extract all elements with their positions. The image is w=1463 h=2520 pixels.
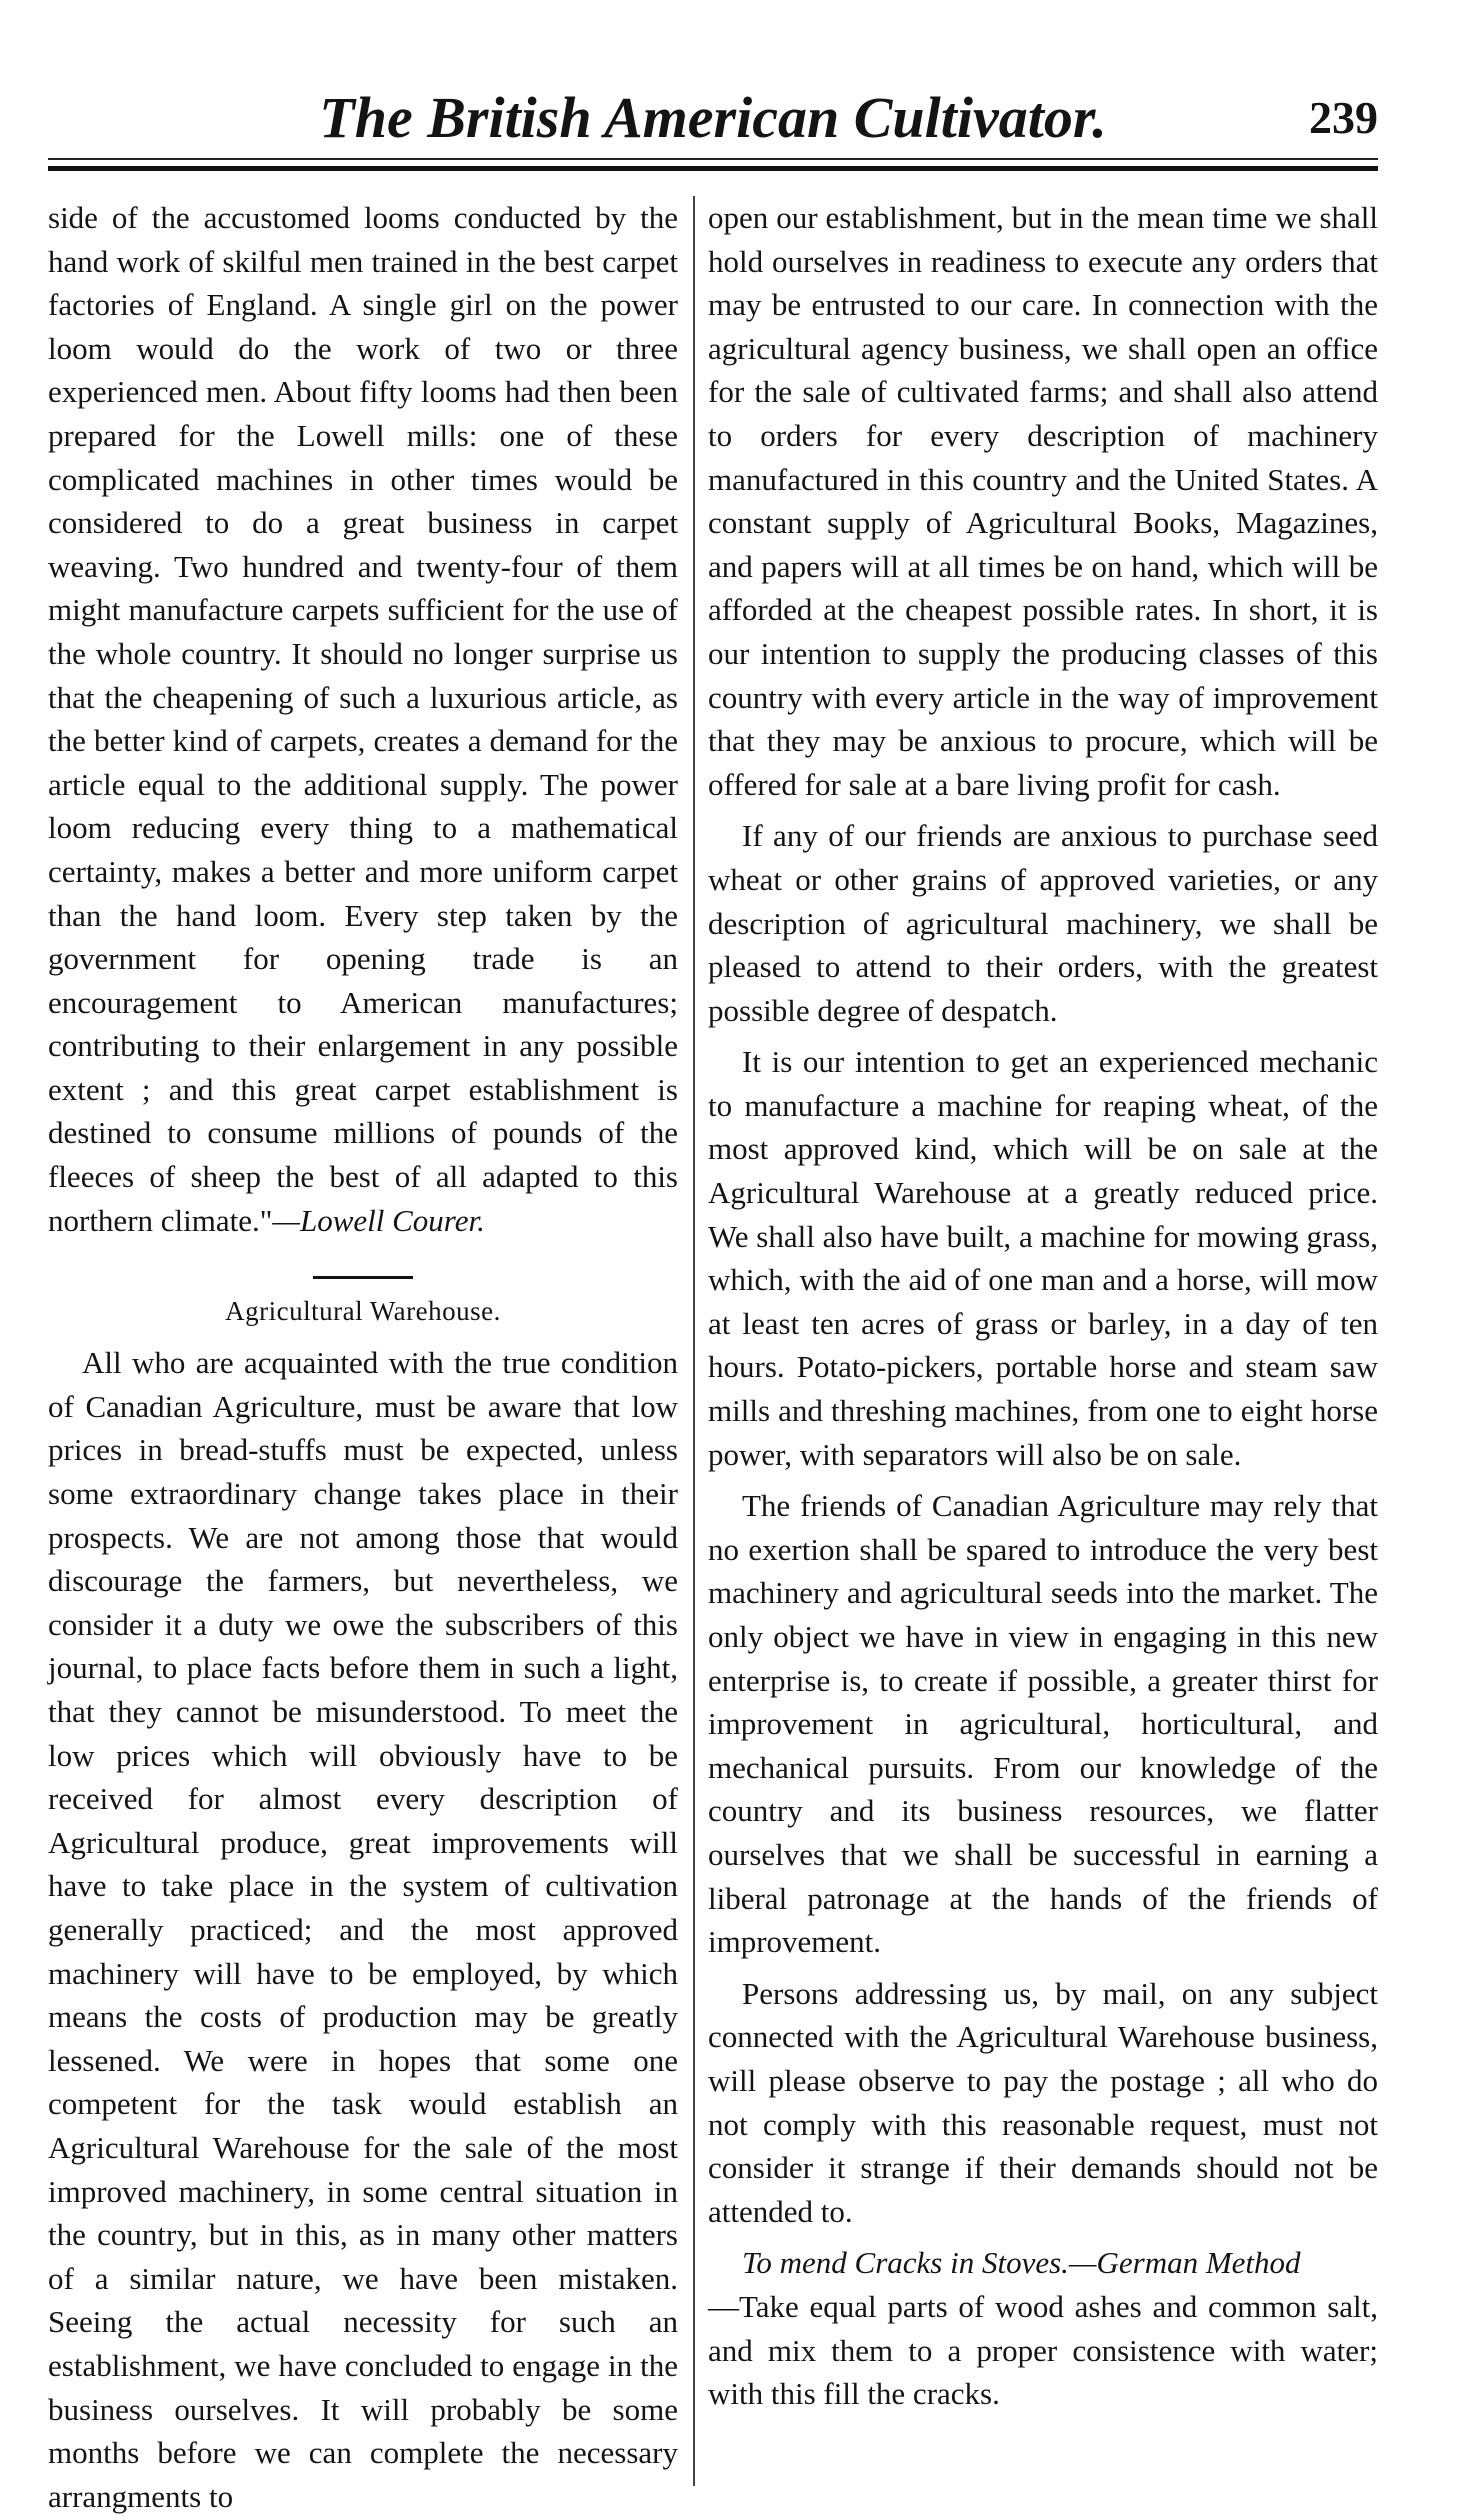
page-title: The British American Cultivator. [319, 85, 1107, 150]
postage-paragraph: Persons addressing us, by mail, on any subject connected with the Agricultural Warehouse business, will please observe to pay the postage ; all who do not comply with this reasonable request, must not consider it strange if their demands should not be attended to. [708, 1975, 1378, 2229]
carpet-paragraph-text: side of the accustomed looms conducted by the hand work of skilful men trained in the best carpet factories of England. A single girl on the power loom would do the work of two or three experienced men. About fifty looms had then been prepared for the Lowell mills: one of these complicated machines in other times would be considered to do a great business in carpet weaving. Two hundred and twenty-four of them might manufacture carpets sufficient for the use of the whole country. It should no longer surprise us that the cheapening of such a luxurious article, as the better kind of carpets, creates a demand for the article equal to the additional supply. The power loom reducing every thing to a mathematical certainty, makes a better and more uniform carpet than the hand loom. Every step taken by the government for opening trade is an encouragement to American manufactures; contributing to their enlargement in any possible extent ; and this great carpet establishment is destined to consume millions of pounds of the fleeces of sheep the best of all adapted to this northern climate." [48, 200, 678, 1238]
section-heading: Agricultural Warehouse. [225, 1296, 501, 1327]
page-number: 239 [1309, 92, 1378, 143]
section-divider [313, 1276, 413, 1279]
warehouse-paragraph-continued: open our establishment, but in the mean time we shall hold ourselves in readiness to execute any orders that may be entrusted to our care. In connection with the agricultural agency business, we shall open an office for the sale of cultivated farms; and shall also attend to orders for every description of machinery manufactured in this country and the United States. A constant supply of Agricultural Books, Magazines, and papers will at all times be on hand, which will be afforded at the cheapest possible rates. In short, it is our intention to supply the producing classes of this country with every article in the way of improvement that they may be anxious to procure, which will be offered for sale at a bare living profit for cash. [708, 200, 1378, 802]
seed-paragraph: If any of our friends are anxious to purchase seed wheat or other grains of approved varieties, or any description of agricultural machinery, we shall be pleased to attend to their orders, with the greatest possible degree of despatch. [708, 818, 1378, 1028]
stoves-text: —Take equal parts of wood ashes and common salt, and mix them to a proper consistence with water; with this fill the cracks. [708, 2288, 1378, 2412]
carpet-paragraph [48, 196, 678, 1242]
stoves-heading: To mend Cracks in Stoves.—German Method [742, 2245, 1301, 2281]
stoves-paragraph [708, 2241, 1378, 2415]
header-rule-thin [48, 158, 1378, 160]
article-attribution: —Lowell Courer. [272, 1202, 485, 1238]
column-divider [693, 196, 695, 2486]
warehouse-paragraph-1: All who are acquainted with the true condition of Canadian Agriculture, must be aware that low prices in bread-stuffs must be expected, unless some extraordinary change takes place in their prospects. We are not among those that would discourage the farmers, but nevertheless, we consider it a duty we owe the subscribers of this journal, to place facts before them in such a light, that they cannot be misunderstood. To meet the low prices which will obviously have to be received for almost every description of Agricultural produce, great improvements will have to take place in the system of cultivation generally practiced; and the most approved machinery will have to be employed, by which means the costs of production may be greatly lessened. We were in hopes that some one competent for the task would establish an Agricultural Warehouse for the sale of the most improved machinery, in some central situation in the country, but in this, as in many other matters of a similar nature, we have been mistaken. Seeing the actual necessity for such an establishment, we have concluded to engage in the business ourselves. It will probably be some months before we can complete the necessary arrangments to [48, 1345, 678, 2514]
machinery-paragraph: It is our intention to get an experienced mechanic to manufacture a machine for reaping wheat, of the most approved kind, which will be on sale at the Agricultural Warehouse at a greatly reduced price. We shall also have built, a machine for mowing grass, which, with the aid of one man and a horse, will mow at least ten acres of grass or barley, in a day of ten hours. Potato-pickers, portable horse and steam saw mills and threshing machines, from one to eight horse power, with separators will also be on sale. [708, 1044, 1378, 1472]
right-column [708, 196, 1378, 2416]
friends-paragraph: The friends of Canadian Agriculture may rely that no exertion shall be spared to introduce the very best machinery and agricultural seeds into the market. The only object we have in view in engaging in this new enterprise is, to create if possible, a greater thirst for improvement in agricultural, horticultural, and mechanical pursuits. From our knowledge of the country and its business resources, we flatter ourselves that we shall be successful in earning a liberal patronage at the hands of the friends of improvement. [708, 1488, 1378, 1960]
left-column [48, 196, 678, 2518]
page-header [48, 78, 1378, 158]
header-rule-thick [48, 166, 1378, 171]
